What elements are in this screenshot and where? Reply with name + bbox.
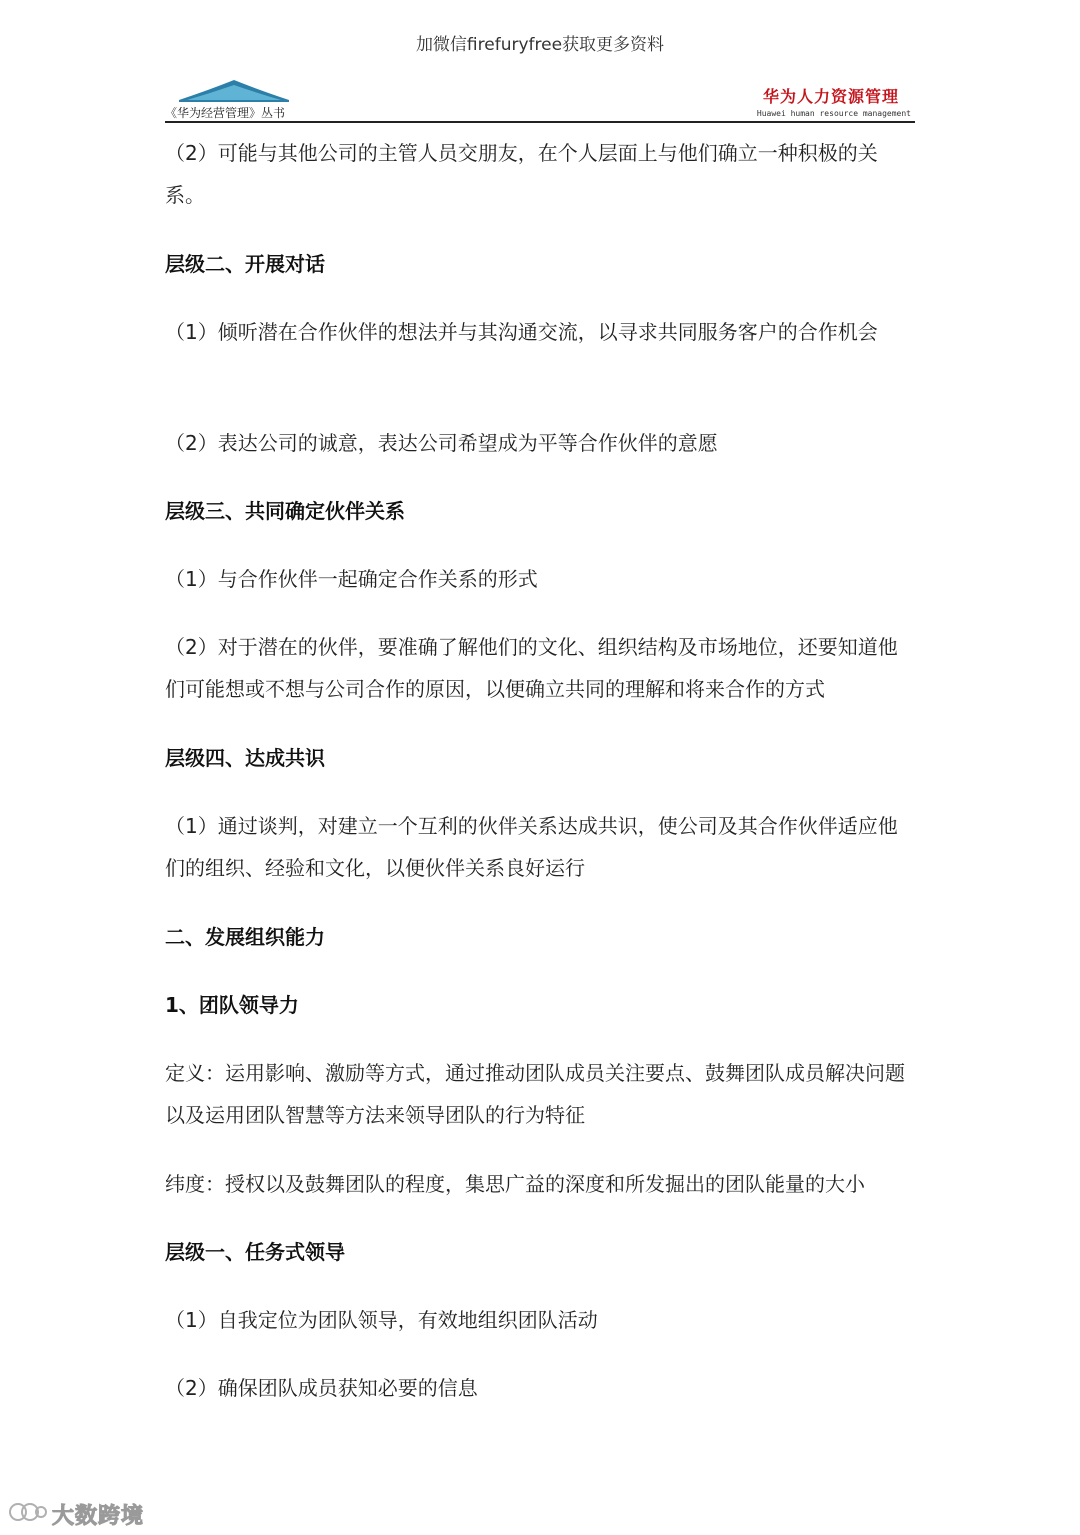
paragraph: （2）对于潜在的伙伴，要准确了解他们的文化、组织结构及市场地位，还要知道他们可能想或不想与公司合作的原因，以便确立共同的理解和将来合作的方式 xyxy=(165,635,898,701)
paragraph: （2）确保团队成员获知必要的信息 xyxy=(165,1376,478,1400)
section-heading: 层级三、共同确定伙伴关系 xyxy=(165,499,405,523)
series-title: 《华为经营管理》丛书 xyxy=(165,106,286,120)
watermark xyxy=(8,1495,168,1531)
paragraph: （2）表达公司的诚意，表达公司希望成为平等合作伙伴的意愿 xyxy=(165,431,718,455)
section-heading: 层级一、任务式领导 xyxy=(165,1240,345,1264)
top-note: 加微信firefuryfree获取更多资料 xyxy=(415,35,665,55)
paragraph: （2）可能与其他公司的主管人员交朋友，在个人层面上与他们确立一种积极的关系。 xyxy=(165,141,878,207)
paragraph: （1）与合作伙伴一起确定合作关系的形式 xyxy=(165,567,538,591)
paragraph: （1）倾听潜在合作伙伴的想法并与其沟通交流，以寻求共同服务客户的合作机会 xyxy=(165,320,878,344)
paragraph: 纬度：授权以及鼓舞团队的程度，集思广益的深度和所发掘出的团队能量的大小 xyxy=(165,1172,865,1196)
section-heading: 层级四、达成共识 xyxy=(165,746,325,770)
section-heading: 二、发展组织能力 xyxy=(165,925,325,949)
subsection-heading: 1、团队领导力 xyxy=(165,993,299,1017)
watermark-logo-icon xyxy=(8,1497,48,1527)
paragraph: 定义：运用影响、激励等方式，通过推动团队成员关注要点、鼓舞团队成员解决问题以及运用团队智慧等方法来领导团队的行为特征 xyxy=(165,1061,905,1127)
paragraph: （1）通过谈判，对建立一个互利的伙伴关系达成共识，使公司及其合作伙伴适应他们的组织、经验和文化，以便伙伴关系良好运行 xyxy=(165,814,898,880)
paragraph: （1）自我定位为团队领导，有效地组织团队活动 xyxy=(165,1308,598,1332)
brand-title: 华为人力资源管理 xyxy=(762,87,899,106)
watermark-text: 大数跨境 xyxy=(52,1504,145,1529)
section-heading: 层级二、开展对话 xyxy=(165,252,325,276)
brand-subtitle: Huawei human resource management xyxy=(756,109,911,118)
